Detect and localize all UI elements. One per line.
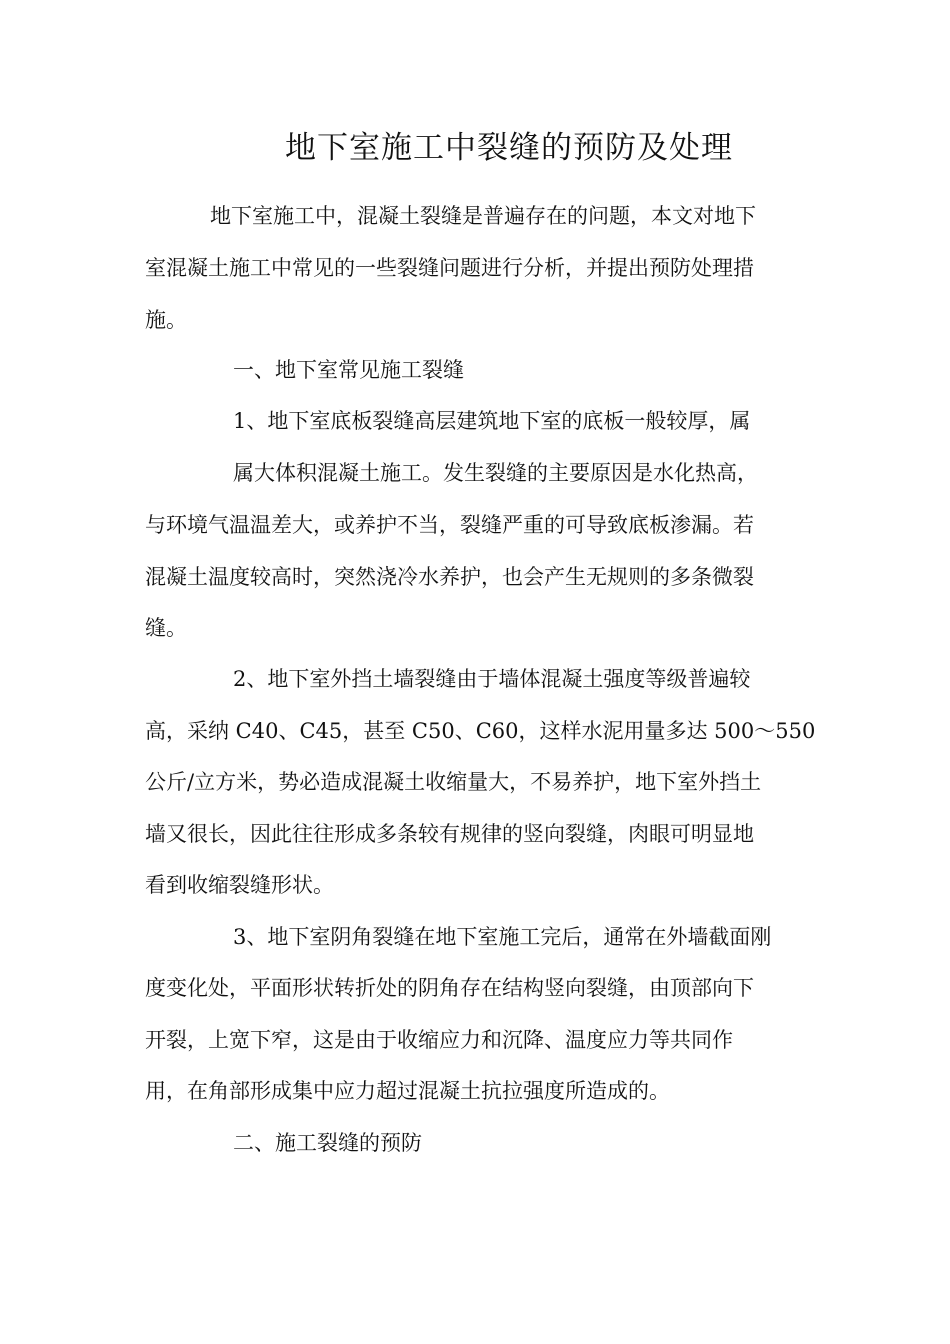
paragraph-line: 施。 [145, 308, 187, 332]
paragraph-line: 与环境气温温差大，或养护不当，裂缝严重的可导致底板渗漏。若 [145, 513, 754, 537]
paragraph-line: 用，在角部形成集中应力超过混凝土抗拉强度所造成的。 [145, 1079, 670, 1103]
section-heading: 一、地下室常见施工裂缝 [233, 358, 464, 382]
paragraph-line: 属大体积混凝土施工。发生裂缝的主要原因是水化热高， [233, 461, 758, 485]
paragraph-line: 看到收缩裂缝形状。 [145, 873, 334, 897]
paragraph-line: 墙又很长，因此往往形成多条较有规律的竖向裂缝，肉眼可明显地 [145, 822, 754, 846]
paragraph-line: 高，采纳 C40、C45，甚至 C50、C60，这样水泥用量多达 500～550 [145, 719, 816, 743]
section-heading: 二、施工裂缝的预防 [233, 1131, 422, 1155]
paragraph-line: 开裂，上宽下窄，这是由于收缩应力和沉降、温度应力等共同作 [145, 1028, 733, 1052]
paragraph-line: 2、地下室外挡土墙裂缝由于墙体混凝土强度等级普遍较 [233, 667, 751, 691]
paragraph-line: 3、地下室阴角裂缝在地下室施工完后，通常在外墙截面刚 [233, 925, 772, 949]
paragraph-line: 公斤/立方米，势必造成混凝土收缩量大，不易养护，地下室外挡土 [145, 770, 762, 794]
paragraph-line: 室混凝土施工中常见的一些裂缝问题进行分析，并提出预防处理措 [145, 256, 754, 280]
paragraph-line: 1、地下室底板裂缝高层建筑地下室的底板一般较厚，属 [233, 409, 751, 433]
document-title: 地下室施工中裂缝的预防及处理 [285, 130, 733, 166]
paragraph-line: 缝。 [145, 616, 187, 640]
paragraph-line: 混凝土温度较高时，突然浇冷水养护，也会产生无规则的多条微裂 [145, 565, 754, 589]
paragraph-line: 度变化处，平面形状转折处的阴角存在结构竖向裂缝，由顶部向下 [145, 976, 754, 1000]
paragraph-line: 地下室施工中，混凝土裂缝是普遍存在的问题，本文对地下 [210, 204, 756, 228]
